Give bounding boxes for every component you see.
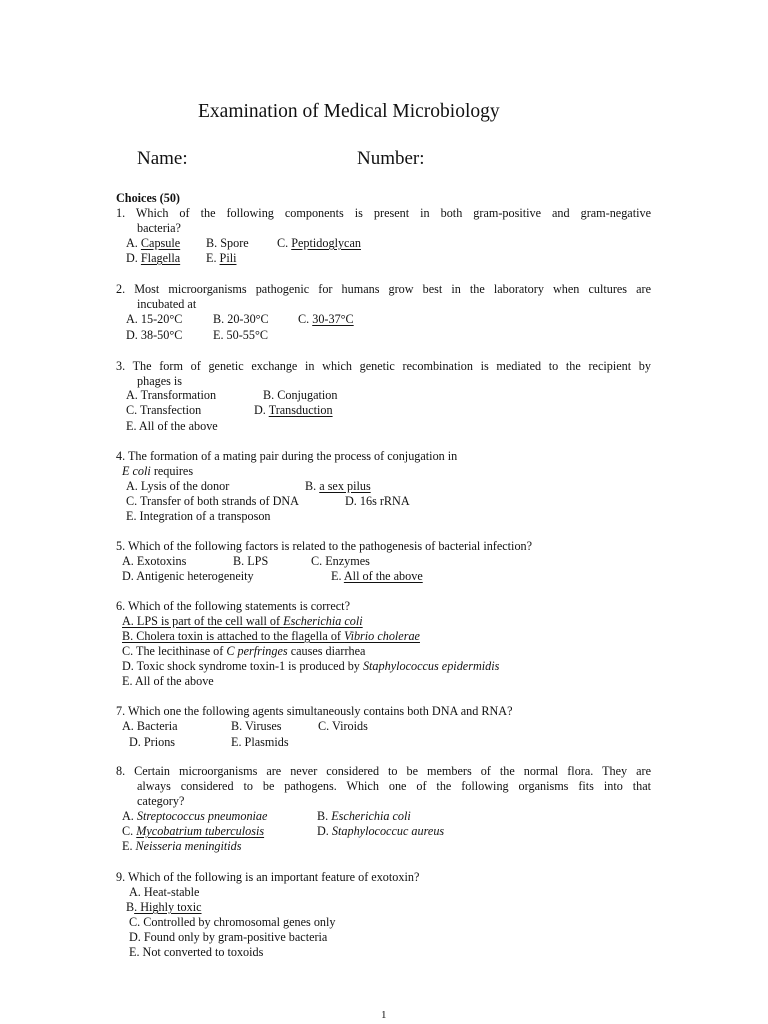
option-a: A. Bacteria — [122, 719, 178, 733]
option-b: B. Spore — [206, 236, 249, 250]
answer-underline: . Highly toxic — [134, 900, 202, 914]
question-stem: incubated at — [137, 297, 197, 311]
option-b: B. LPS — [233, 554, 269, 568]
question-stem: 8. Certain microorganisms are never considered to be members of the normal flora. They are — [116, 764, 651, 778]
answer-underline: 30-37°C — [312, 312, 354, 326]
question-stem: 2. Most microorganisms pathogenic for humans grow best in the laboratory when cultures are — [116, 282, 651, 296]
option-c: C. Transfection — [126, 403, 202, 417]
option-b: B. Escherichia coli — [317, 809, 411, 823]
option-c: C. Peptidoglycan — [277, 236, 361, 250]
option-c: C. Mycobatrium tuberculosis — [122, 824, 265, 838]
question-stem: 5. Which of the following factors is related to the pathogenesis of bacterial infection? — [116, 539, 533, 553]
question-stem: 7. Which one the following agents simultaneously contains both DNA and RNA? — [116, 704, 513, 718]
option-e: E. Integration of a transposon — [126, 509, 271, 523]
answer-underline: Pili — [219, 251, 237, 265]
page-title: Examination of Medical Microbiology — [198, 101, 500, 122]
option-a: A. Heat-stable — [129, 885, 200, 899]
option-d: D. Flagella — [126, 251, 181, 265]
option-a: A. Exotoxins — [122, 554, 187, 568]
question-stem: 1. Which of the following components is present in both gram-positive and gram-negative — [116, 206, 651, 220]
option-e: E. Pili — [206, 251, 237, 265]
option-e: E. Neisseria meningitids — [122, 839, 242, 853]
option-b: B. Viruses — [231, 719, 282, 733]
option-e: E. All of the above — [122, 674, 214, 688]
option-d: D. Antigenic heterogeneity — [122, 569, 254, 583]
question-stem: bacteria? — [137, 221, 181, 235]
option-e: E. All of the above — [126, 419, 218, 433]
option-c: C. The lecithinase of C perfringes causes diarrhea — [122, 644, 366, 658]
answer-underline: Transduction — [268, 403, 333, 417]
option-a: A. Capsule — [126, 236, 181, 250]
question-stem: E coli requires — [122, 464, 194, 478]
option-d: D. Transduction — [254, 403, 333, 417]
answer-underline: a sex pilus — [319, 479, 371, 493]
option-a: A. 15-20°C — [126, 312, 183, 326]
question-stem: phages is — [137, 374, 183, 388]
option-c: C. Controlled by chromosomal genes only — [129, 915, 336, 929]
option-e: E. Not converted to toxoids — [129, 945, 264, 959]
answer-underline: Capsule — [140, 236, 181, 250]
option-c: C. Viroids — [318, 719, 368, 733]
question-stem: 4. The formation of a mating pair during the process of conjugation in — [116, 449, 458, 463]
option-b: B. Conjugation — [263, 388, 338, 402]
option-b: B. Highly toxic — [126, 900, 202, 914]
option-d: D. Staphylococcuc aureus — [317, 824, 445, 838]
question-stem: 6. Which of the following statements is correct? — [116, 599, 350, 613]
option-d: D. Found only by gram-positive bacteria — [129, 930, 328, 944]
option-b: B. Cholera toxin is attached to the flagella of Vibrio cholerae — [122, 629, 420, 643]
answer-underline: Flagella — [140, 251, 181, 265]
question-stem: 3. The form of genetic exchange in which genetic recombination is mediated to the recipient by — [116, 359, 651, 373]
option-c: C. 30-37°C — [298, 312, 354, 326]
option-a: A. Lysis of the donor — [126, 479, 230, 493]
option-e: E. 50-55°C — [213, 328, 268, 342]
question-stem: always considered to be pathogens. Which one of the following organisms fits into that — [137, 779, 651, 793]
option-c: C. Enzymes — [311, 554, 370, 568]
name-label: Name: — [137, 148, 188, 169]
option-e: E. All of the above — [331, 569, 423, 583]
question-stem: category? — [137, 794, 185, 808]
option-d: D. Toxic shock syndrome toxin-1 is produced by Staphylococcus epidermidis — [122, 659, 500, 673]
option-d: D. 16s rRNA — [345, 494, 410, 508]
option-d: D. Prions — [129, 735, 176, 749]
option-b: B. 20-30°C — [213, 312, 269, 326]
option-d: D. 38-50°C — [126, 328, 183, 342]
option-a: A. Streptococcus pneumoniae — [122, 809, 268, 823]
question-stem: 9. Which of the following is an important feature of exotoxin? — [116, 870, 420, 884]
answer-underline: Peptidoglycan — [291, 236, 361, 250]
answer-underline: Mycobatrium tuberculosis — [136, 824, 265, 838]
number-label: Number: — [357, 148, 425, 169]
option-e: E. Plasmids — [231, 735, 289, 749]
answer-underline: All of the above — [343, 569, 423, 583]
option-a: A. Transformation — [126, 388, 217, 402]
option-b: B. a sex pilus — [305, 479, 371, 493]
page-number: 1 — [381, 1009, 387, 1021]
option-a: A. LPS is part of the cell wall of Escherichia coli — [122, 614, 363, 628]
section-heading: Choices (50) — [116, 191, 180, 205]
option-c: C. Transfer of both strands of DNA — [126, 494, 299, 508]
